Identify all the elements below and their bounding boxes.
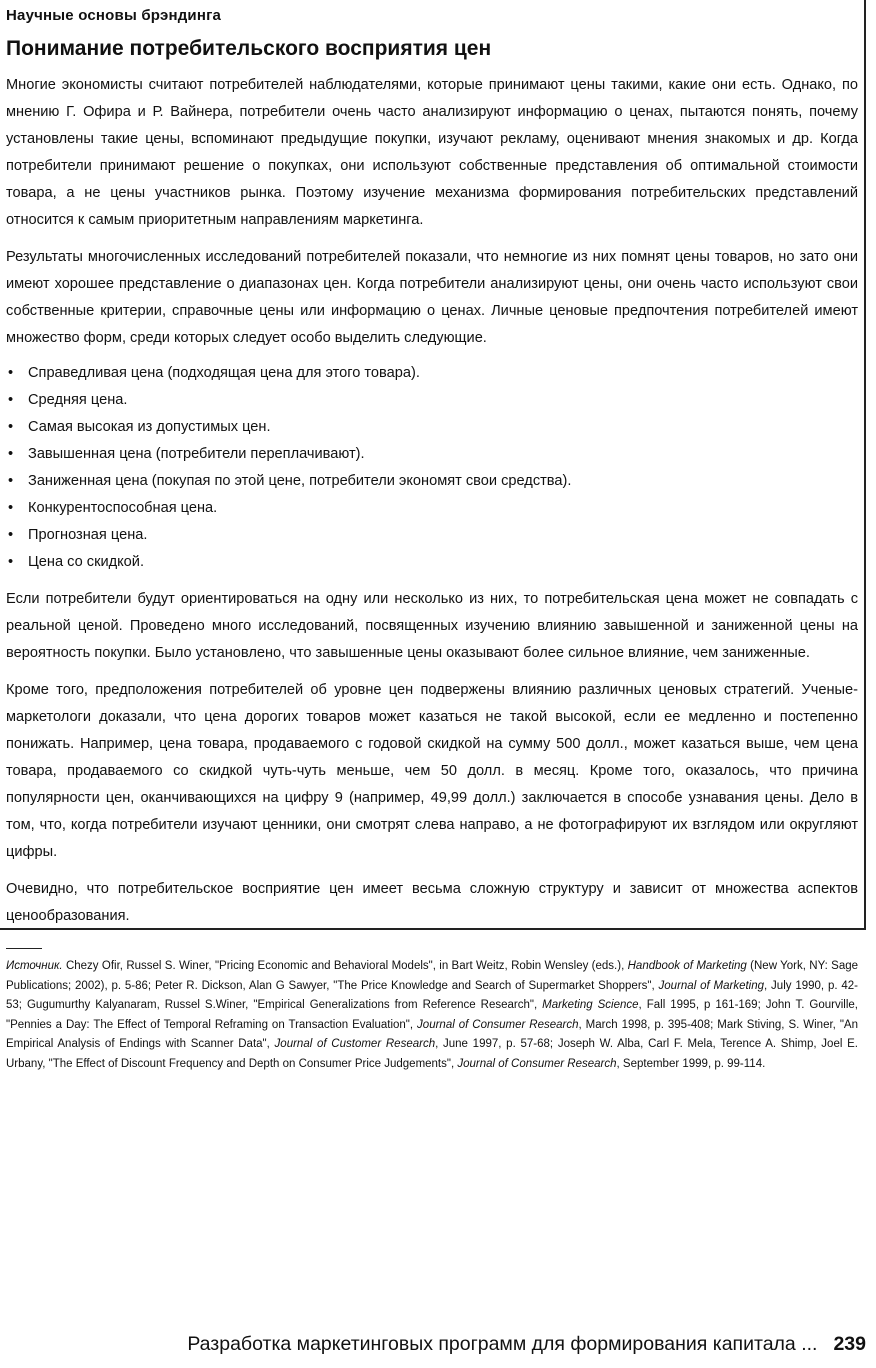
price-types-list xyxy=(6,360,858,576)
bullet-icon: • xyxy=(8,446,14,462)
box-title: Понимание потребительского восприятия цен xyxy=(6,37,492,60)
list-item xyxy=(6,549,858,576)
list-item-text: Завышенная цена (потребители переплачивают). xyxy=(28,446,365,462)
running-title: Разработка маркетинговых программ для формирования капитала ... xyxy=(187,1333,818,1355)
list-item-text: Конкурентоспособная цена. xyxy=(28,500,218,516)
source-text-run: , March 1998, p. 395-408; Mark Stiving, S. Winer, "An Empirical Analysis of Endings with Scanner Data", xyxy=(6,1018,858,1050)
source-text-run: , September 1999, p. 99-114. xyxy=(616,1057,766,1070)
list-item-text: Средняя цена. xyxy=(28,392,128,408)
bullet-icon: • xyxy=(8,500,14,516)
source-text-run: , June 1997, p. 57-68; Joseph W. Alba, Carl F. Mela, Terence A. Shimp, Joel E. Urbany, "The Effect of Discount Frequency and Depth on Consumer Price Judgements", xyxy=(6,1038,858,1070)
source-text-run: , July 1990, p. 42-53; Gugumurthy Kalyanaram, Russel S.Winer, "Empirical Generalizations from Reference Research", xyxy=(6,979,858,1011)
page-number: 239 xyxy=(833,1333,866,1355)
paragraph-4: Кроме того, предположения потребителей об уровне цен подвержены влиянию различных ценовых стратегий. Ученые-маркетологи доказали, что цена дорогих товаров может казаться не такой высокой, если ее медленно и постепенно понижать. Например, цена товара, продаваемого с годовой скидкой на сумму 500 долл., может казаться выше, чем цена товара, продаваемого со скидкой чуть-чуть меньше, чем 50 долл. в месяц. Кроме того, оказалось, что причина популярности цен, оканчивающихся на цифру 9 (например, 49,99 долл.) заключается в способе узнавания цены. Дело в том, что, когда потребители изучают ценники, они смотрят слева направо, а не фотографируют их взглядом или округляют цифры. xyxy=(6,682,858,860)
sidebar-content xyxy=(6,0,858,1074)
source-text-run: , Fall 1995, p 161-169; John T. Gourville, "Pennies a Day: The Effect of Temporal Reframing on Transaction Evaluation", xyxy=(6,999,858,1031)
source-text xyxy=(6,960,858,1070)
paragraph-1: Многие экономисты считают потребителей наблюдателями, которые принимают цены такими, какие они есть. Однако, по мнению Г. Офира и Р. Вайнера, потребители очень часто анализируют информацию о ценах, пытаются понять, почему установлены такие цены, вспоминают предыдущие покупки, изучают рекламу, оценивают мнения знакомых и др. Когда потребители принимают решение о покупках, они используют собственные представления об оптимальной стоимости товара, а не цены участников рынка. Поэтому изучение механизма формирования потребительских представлений относится к самым приоритетным направлениям маркетинга. xyxy=(6,77,858,228)
source-label: Источник. xyxy=(6,960,63,972)
source-journal-title: Journal of Consumer Research xyxy=(457,1057,617,1070)
list-item xyxy=(6,441,858,468)
bullet-icon: • xyxy=(8,527,14,543)
footnote-divider xyxy=(6,948,42,949)
source-journal-title: Handbook of Marketing xyxy=(627,960,747,972)
list-item-text: Цена со скидкой. xyxy=(28,554,144,570)
source-journal-title: Journal of Customer Research xyxy=(274,1038,436,1050)
source-text-run: (New York, NY: Sage Publications; 2002), p. 5-86; Peter R. Dickson, Alan G Sawyer, "The Price Knowledge and Search of Supermarket Shoppers", xyxy=(6,960,859,992)
list-item-text: Самая высокая из допустимых цен. xyxy=(28,419,271,435)
paragraph-5: Очевидно, что потребительское восприятие цен имеет весьма сложную структуру и зависит от множества аспектов ценообразования. xyxy=(6,881,858,924)
list-item-text: Справедливая цена (подходящая цена для этого товара). xyxy=(28,365,420,381)
source-note xyxy=(6,957,858,1074)
list-item xyxy=(6,387,858,414)
list-item xyxy=(6,468,858,495)
bullet-icon: • xyxy=(8,365,14,381)
paragraph-2: Результаты многочисленных исследований потребителей показали, что немногие из них помнят цены товаров, но зато они имеют хорошее представление о диапазонах цен. Когда потребители анализируют цены, они очень часто используют свои собственные критерии, справочные цены или информацию о ценах. Личные ценовые предпочтения потребителей имеют множество форм, среди которых следует особо выделить следующие. xyxy=(6,249,858,346)
list-item xyxy=(6,414,858,441)
list-item-text: Прогнозная цена. xyxy=(28,527,148,543)
list-item xyxy=(6,495,858,522)
paragraph-3: Если потребители будут ориентироваться на одну или несколько из них, то потребительская цена может не совпадать с реальной ценой. Проведено много исследований, посвященных изучению влиянию завышенной и заниженной цены на вероятность покупки. Было установлено, что завышенные цены оказывают более сильное влияние, чем заниженные. xyxy=(6,591,858,661)
source-journal-title: Journal of Marketing xyxy=(658,979,765,992)
list-item xyxy=(6,360,858,387)
page-footer xyxy=(187,1332,866,1356)
list-item-text: Заниженная цена (покупая по этой цене, потребители экономят свои средства). xyxy=(28,473,572,489)
source-journal-title: Journal of Consumer Research xyxy=(417,1018,579,1031)
bullet-icon: • xyxy=(8,473,14,489)
source-text-run: Chezy Ofir, Russel S. Winer, "Pricing Economic and Behavioral Models", in Bart Weitz, Robin Wensley (eds.), xyxy=(62,960,628,972)
source-journal-title: Marketing Science xyxy=(542,999,639,1011)
section-label: Научные основы брэндинга xyxy=(6,7,222,24)
bullet-icon: • xyxy=(8,392,14,408)
bullet-icon: • xyxy=(8,419,14,435)
bullet-icon: • xyxy=(8,554,14,570)
list-item xyxy=(6,522,858,549)
